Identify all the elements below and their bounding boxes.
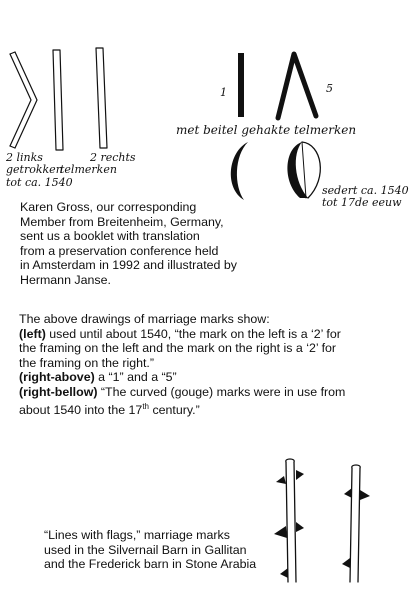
left-text-line3: the framing on the right.”	[19, 355, 154, 370]
gouge-mark-right	[287, 142, 320, 198]
lower-right-caption-line1: sedert ca. 1540	[322, 184, 409, 197]
mark-1-bar	[238, 53, 244, 117]
lower-right-caption-line2: tot 17de eeuw	[322, 196, 402, 209]
intro-line: in Amsterdam in 1992 and illustrated by	[20, 258, 237, 273]
left-caption-line1: 2 links	[6, 151, 43, 164]
right-above-description	[19, 370, 414, 385]
left-description	[19, 327, 414, 342]
right-above-label: (right-above)	[19, 370, 95, 385]
intro-line: Hermann Janse.	[20, 272, 111, 287]
right-above-text: a “1” and a “5”	[94, 370, 177, 385]
middle-caption-line1: 2 rechts	[90, 151, 136, 164]
intro-line: from a preservation conference held	[20, 243, 219, 258]
left-caption-line2: getrokken	[6, 163, 63, 176]
left-text: used until about 1540, “the mark on the left is a ‘2’ for	[45, 326, 341, 341]
flags-caption	[44, 528, 256, 572]
right-below-description	[19, 385, 414, 400]
flag-marks-drawing	[270, 458, 380, 586]
description-lead: The above drawings of marriage marks show:	[19, 312, 270, 326]
left-marks-drawing	[0, 40, 150, 160]
right-below-text: “The curved (gouge) marks were in use from	[97, 384, 346, 399]
intro-line: Karen Gross, our corresponding	[20, 200, 197, 214]
right-below-label: (right-bellow)	[19, 384, 98, 399]
chevron-mark	[10, 52, 37, 148]
gouge-marks-drawing	[222, 138, 332, 204]
mark-label-1: 1	[220, 86, 227, 99]
right-below-text-part: about 1540 into the 17	[19, 402, 143, 417]
left-caption-line3: tot ca. 1540	[6, 176, 73, 189]
intro-line: sent us a booklet with translation	[20, 229, 200, 244]
gouge-mark-left	[231, 142, 248, 200]
flag-mark-left	[274, 459, 304, 582]
right-below-text-line2	[19, 400, 414, 418]
intro-line: Member from Breitenheim, Germany,	[20, 214, 224, 229]
chisel-marks-drawing	[230, 50, 330, 125]
middle-caption-line2: telmerken	[60, 163, 117, 176]
left-label: (left)	[19, 326, 46, 341]
flags-caption-line: used in the Silvernail Barn in Gallitan	[44, 542, 247, 557]
flags-caption-line: “Lines with flags,” marriage marks	[44, 528, 230, 542]
superscript-th: th	[142, 401, 149, 411]
right-below-text-end: century.”	[149, 402, 200, 417]
mark-5-chevron	[278, 54, 316, 118]
left-text-line2: the framing on the left and the mark on the right is a ‘2’ for	[19, 341, 337, 356]
upper-right-caption: met beitel gehakte telmerken	[176, 123, 357, 137]
mark-label-5: 5	[326, 82, 333, 95]
description-paragraph	[19, 312, 414, 417]
intro-paragraph	[20, 200, 237, 288]
flag-mark-right	[342, 465, 370, 582]
double-line-mark-right	[96, 48, 107, 148]
flags-caption-line: and the Frederick barn in Stone Arabia	[44, 557, 257, 572]
double-line-mark-left	[53, 50, 63, 150]
